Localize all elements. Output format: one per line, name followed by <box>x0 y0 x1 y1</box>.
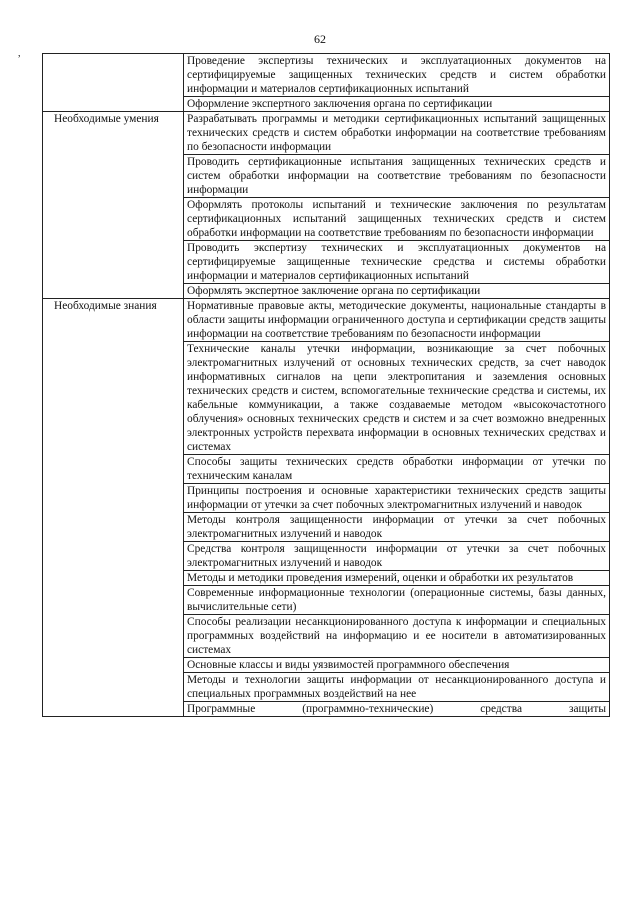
row-text: Оформление экспертного заключения органа по сертификации <box>184 97 610 112</box>
row-text: Методы и технологии защиты информации от несанкционированного доступа и специальных программных воздействий на нее <box>184 673 610 702</box>
competency-table <box>42 53 610 717</box>
row-text: Нормативные правовые акты, методические документы, национальные стандарты в области защиты информации ограниченного доступа и сертификации средств защиты информации на соответствие требованиям по безопасности информации <box>184 299 610 342</box>
row-text: Основные классы и виды уязвимостей программного обеспечения <box>184 658 610 673</box>
row-text: Программные (программно-технические) средства защиты <box>184 702 610 717</box>
row-text: Принципы построения и основные характеристики технических средств защиты информации от утечки за счет побочных электромагнитных излучений и наводок <box>184 484 610 513</box>
row-label-cell <box>43 299 184 717</box>
row-text: Проводить сертификационные испытания защищенных технических средств и систем обработки информации на соответствие требованиям по безопасности информации <box>184 155 610 198</box>
row-text: Способы защиты технических средств обработки информации от утечки по техническим каналам <box>184 455 610 484</box>
row-label: Необходимые умения <box>54 113 159 125</box>
page-number: 62 <box>314 32 326 46</box>
row-label: Необходимые знания <box>54 300 157 312</box>
row-text: Оформлять протоколы испытаний и технические заключения по результатам сертификационных испытаний защищенных технических средств и систем обработки информации на соответствие требованиям по безопасности информации <box>184 198 610 241</box>
row-label-cell <box>43 112 184 299</box>
table-row <box>43 112 610 155</box>
row-text: Проведение экспертизы технических и эксплуатационных документов на сертифицируемые защищенных технических средств и систем обработки информации и материалов сертификационных испытаний <box>184 54 610 97</box>
row-text: Технические каналы утечки информации, возникающие за счет побочных электромагнитных излучений от основных технических средств, за счет наводок информативных сигналов на цепи электропитания и заземления основных технических средств и систем, вспомогательные технические средства и системы, их кабельные коммуникации, а также создаваемые методом «высокочастотного облучения» основных технических средств и систем и за счет возможно внедренных электронных устройств перехвата информации в основных технических средствах и системах <box>184 342 610 455</box>
row-text: Современные информационные технологии (операционные системы, базы данных, вычислительные сети) <box>184 586 610 615</box>
row-text: Методы контроля защищенности информации от утечки за счет побочных электромагнитных излучений и наводок <box>184 513 610 542</box>
row-text: Средства контроля защищенности информации от утечки за счет побочных электромагнитных излучений и наводок <box>184 542 610 571</box>
row-text: Оформлять экспертное заключение органа по сертификации <box>184 284 610 299</box>
row-text: Методы и методики проведения измерений, оценки и обработки их результатов <box>184 571 610 586</box>
row-label-cell <box>43 54 184 112</box>
row-text: Способы реализации несанкционированного доступа к информации и специальных программных воздействий на информацию и ее носители в автоматизированных системах <box>184 615 610 658</box>
row-text: Разрабатывать программы и методики сертификационных испытаний защищенных технических средств и систем обработки информации на соответствие требованиям по безопасности информации <box>184 112 610 155</box>
corner-mark: , <box>18 48 21 59</box>
table-row <box>43 299 610 342</box>
table-row <box>43 54 610 97</box>
row-text: Проводить экспертизу технических и эксплуатационных документов на сертифицируемые защищенные технические средства и системы обработки информации и материалов сертификационных испытаний <box>184 241 610 284</box>
